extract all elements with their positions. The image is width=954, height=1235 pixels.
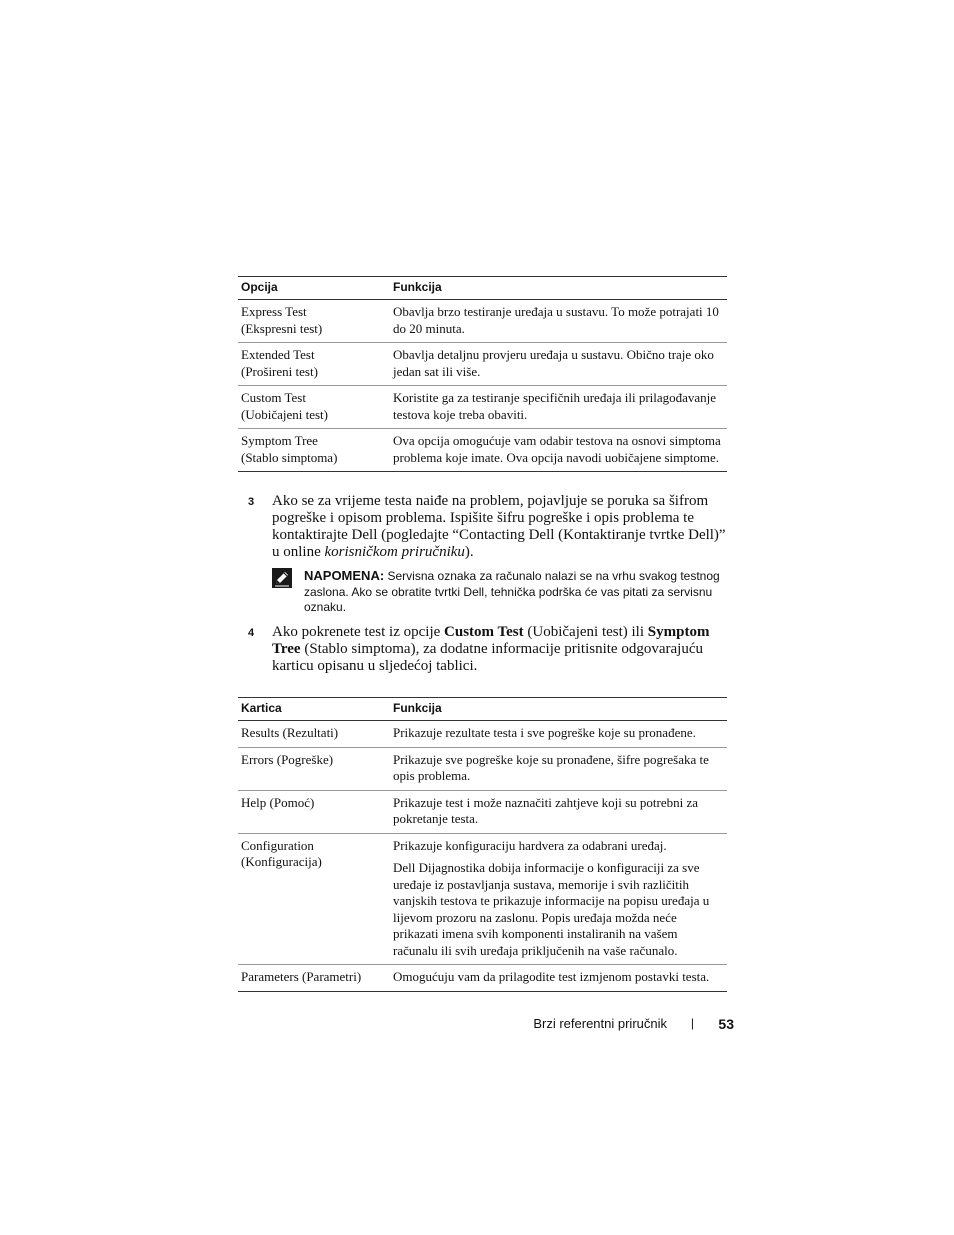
step-number: 4 <box>248 627 255 639</box>
function-cell <box>390 833 727 965</box>
function-cell <box>390 343 727 386</box>
option-cell <box>238 833 390 965</box>
option-line: Results (Rezultati) <box>241 725 339 740</box>
option-cell <box>238 747 390 790</box>
function-paragraph: Obavlja brzo testiranje uređaja u sustavu. To može potrajati 10 do 20 minuta. <box>393 304 719 336</box>
note-pencil-icon <box>272 568 292 588</box>
tabs-table <box>238 697 727 992</box>
options-table <box>238 276 727 472</box>
page-footer <box>400 1016 734 1036</box>
function-paragraph: Prikazuje konfiguraciju hardvera za odabrani uređaj. <box>393 837 667 853</box>
option-name: Custom Test <box>444 624 524 640</box>
option-line: Errors (Pogreške) <box>241 751 334 767</box>
function-cell <box>390 721 727 748</box>
table-header-row <box>238 277 727 300</box>
table-row <box>238 965 727 992</box>
option-line: (Uobičajeni test) <box>241 406 328 422</box>
function-cell <box>390 429 727 472</box>
option-name: Symptom Tree <box>272 624 710 657</box>
table-row <box>238 386 727 429</box>
step-3 <box>248 493 730 561</box>
function-paragraph: Prikazuje rezultate testa i sve pogreške koje su pronađene. <box>393 725 696 740</box>
table-header-row <box>238 698 727 721</box>
table-row <box>238 343 727 386</box>
function-cell <box>390 386 727 429</box>
column-header: Funkcija <box>390 277 727 300</box>
option-cell <box>238 343 390 386</box>
manual-title: korisničkom priručniku <box>324 544 465 560</box>
note-text: NAPOMENA: Servisna oznaka za računalo nalazi se na vrhu svakog testnog zaslona. Ako se obratite tvrtki Dell, tehnička podrška će vas pitati za servisnu oznaku. <box>304 568 720 614</box>
option-line: Custom Test <box>241 390 306 405</box>
function-paragraph: Dell Dijagnostika dobija informacije o konfiguraciji za sve uređaje iz postavljanja sustava, memorije i svih različitih vanjskih testova te prikazuje informacije na popisu uređaja u lijevom prozoru na zaslonu. Popis uređaja možda neće prikazati imena svih komponenti instaliranih na vašem računalu ili svih uređaja priključenih na vaše računalo. <box>393 860 710 958</box>
table-row <box>238 429 727 472</box>
function-cell <box>390 747 727 790</box>
option-line: Express Test <box>241 304 307 319</box>
option-line: (Ekspresni test) <box>241 320 323 336</box>
function-paragraph: Ova opcija omogućuje vam odabir testova na osnovi simptoma problema koje imate. Ova opcija navodi uobičajene simptome. <box>393 433 721 465</box>
note-label: NAPOMENA: <box>304 568 385 583</box>
column-header: Kartica <box>238 698 390 721</box>
table-row <box>238 790 727 833</box>
column-header: Opcija <box>238 277 390 300</box>
step-4 <box>248 624 730 675</box>
function-cell <box>390 790 727 833</box>
option-line: (Prošireni test) <box>241 363 318 379</box>
function-paragraph: Omogućuju vam da prilagodite test izmjenom postavki testa. <box>393 969 710 984</box>
option-cell <box>238 300 390 343</box>
option-cell <box>238 965 390 992</box>
option-cell <box>238 429 390 472</box>
function-paragraph: Prikazuje test i može naznačiti zahtjeve koji su potrebni za pokretanje testa. <box>393 794 699 826</box>
option-line: (Konfiguracija) <box>241 854 322 869</box>
step-text: Ako pokrenete test iz opcije Custom Test (Uobičajeni test) ili Symptom Tree (Stablo simptoma), za dodatne informacije pritisnite odgovarajuću karticu opisanu u sljedećoj tablici. <box>272 624 710 674</box>
option-line: Symptom Tree <box>241 433 318 448</box>
function-paragraph: Prikazuje sve pogreške koje su pronađene, šifre pogrešaka te opis problema. <box>393 751 709 783</box>
page-number: 53 <box>718 1016 734 1032</box>
option-line: Configuration <box>241 837 314 853</box>
option-cell <box>238 721 390 748</box>
table-row <box>238 747 727 790</box>
footer-title: Brzi referentni priručnik <box>533 1016 667 1031</box>
note-box <box>272 568 732 616</box>
function-paragraph: Koristite ga za testiranje specifičnih uređaja ili prilagođavanje testova koje treba obaviti. <box>393 390 717 422</box>
function-cell <box>390 965 727 992</box>
column-header: Funkcija <box>390 698 727 721</box>
step-text: Ako se za vrijeme testa naiđe na problem, pojavljuje se poruka sa šifrom pogreške i opisom problema. Ispišite šifru pogreške i opis problema te kontaktirajte Dell (pogledajte “Contacting Dell (Kontaktiranje tvrtke Dell)” u online korisničkom priručniku). <box>272 493 726 560</box>
option-line: (Stablo simptoma) <box>241 449 338 465</box>
table-row <box>238 721 727 748</box>
option-line: Extended Test <box>241 347 315 362</box>
function-cell <box>390 300 727 343</box>
function-paragraph: Obavlja detaljnu provjeru uređaja u sustavu. Obično traje oko jedan sat ili više. <box>393 347 714 379</box>
step-number: 3 <box>248 496 255 508</box>
option-cell <box>238 386 390 429</box>
table-row <box>238 833 727 965</box>
option-line: Parameters (Parametri) <box>241 969 362 984</box>
table-row <box>238 300 727 343</box>
option-cell <box>238 790 390 833</box>
footer-separator: | <box>690 1016 694 1030</box>
option-line: Help (Pomoć) <box>241 794 315 810</box>
